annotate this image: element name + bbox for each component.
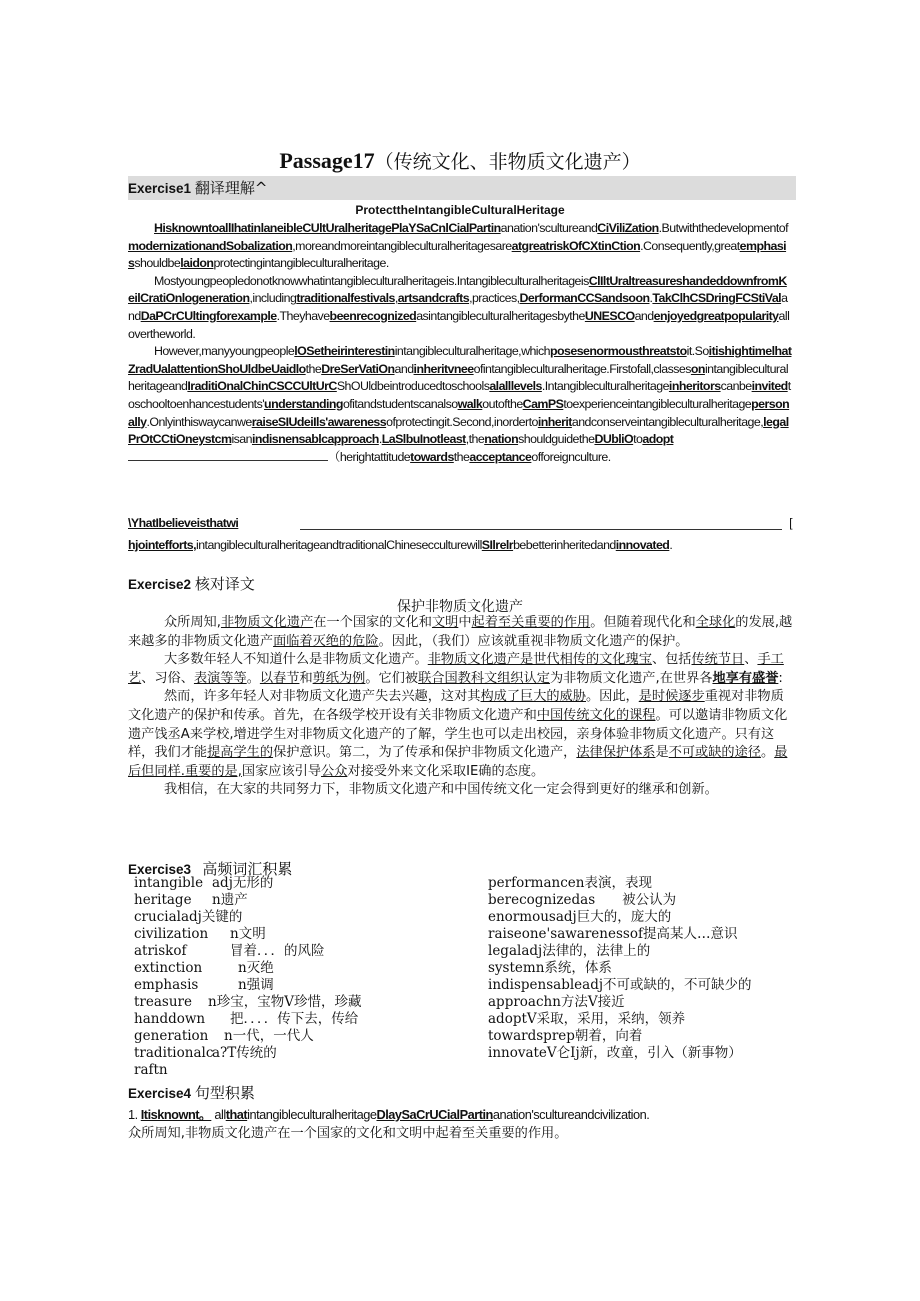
text: 、 (744, 652, 758, 668)
text: all (214, 1107, 226, 1122)
term: adopt (642, 432, 674, 447)
text: .Butwiththedevelopmentof (658, 221, 789, 235)
term: artsandcrafts (397, 291, 470, 306)
text: and (634, 308, 654, 323)
vocab-item: adoptV采取，采用，采纳，领养 (488, 1011, 686, 1027)
text: shouldguidethe (518, 432, 595, 447)
vocab-word: raftn (134, 1062, 168, 1078)
term: DUbliO (594, 432, 634, 447)
term: HisknowntoallIhatinlaneibleCUltUralheritagePlaYSaCnlCialPartin (154, 221, 501, 235)
text: ,including (249, 291, 297, 306)
term: acceptance (469, 449, 532, 464)
vocab-item: towardsprep朝着，向着 (488, 1028, 643, 1044)
vocab-def: n强调 (238, 977, 274, 993)
vocab-item: berecognizedas 被公认为 (488, 892, 677, 908)
term: 提高学生的 (207, 745, 274, 761)
term: Itisknownt。 (140, 1107, 212, 1122)
exercise1-heading (128, 176, 796, 200)
text: intangibleculturalheritageand (128, 361, 789, 394)
term: lOSetheirinterestin (294, 344, 395, 359)
text: 为非物质文化遗产,在世界各 (550, 670, 713, 686)
vocab-item (134, 892, 464, 909)
title-zh: （传统文化、非物质文化遗产） (374, 151, 641, 173)
text: 。可以邀请非物质文化遗产饯丞A来学校,增进学生对非物质文化遗产的了解，学生也可以走出校园，亲身体验非物质文化遗产。只有这样，我们才能 (128, 707, 788, 761)
exercise4-heading (128, 1082, 255, 1103)
vocab-item (134, 1045, 464, 1062)
text: to (633, 432, 643, 447)
text: 大多数年轻人不知道什么是非物质文化遗产。 (164, 652, 428, 668)
vocab-def: a?T传统的 (212, 1045, 277, 1061)
vocab-item: raiseone'sawarenessof提高某人…意识 (488, 926, 738, 942)
text: offoreignculture. (531, 449, 611, 464)
term: enjoyedgreatpopularity (653, 308, 779, 323)
zh-paragraph-4: 我相信，在大家的共同努力下，非物质文化遗产和中国传统文化一定会得到更好的继承和创新。 (164, 782, 718, 798)
vocab-word: treasure (134, 994, 192, 1010)
term: 联合国教科文组织认定 (418, 670, 550, 686)
chinese-title: 保护非物质文化遗产 (397, 599, 523, 615)
paragraph-4 (128, 515, 792, 554)
text: 的发展,越来越多的非物质文化遗产 (128, 615, 793, 649)
text: protectingintangibleculturalheritage. (213, 256, 389, 271)
paragraph-2 (128, 273, 792, 343)
vocab-item (134, 994, 464, 1011)
text: .Theyhave (276, 308, 330, 323)
p4-line1 (128, 515, 792, 533)
term: CiViliZation (597, 221, 659, 235)
zh-paragraph-1 (128, 614, 794, 651)
vocab-word: handdown (134, 1011, 206, 1027)
term: 面临着灭绝的危险 (273, 633, 379, 649)
vocab-def: 把．．．．传下去，传给 (230, 1011, 359, 1027)
term: DlaySaCrUCialPartin (376, 1107, 493, 1122)
term: raiseSIUdeiIls'awareness (251, 414, 387, 429)
vocab-word: emphasis (134, 977, 199, 993)
text: 保护意识。第二，为了传承和保护非物质文化遗产， (273, 745, 577, 761)
term: invited (751, 379, 788, 394)
term: 起着至关重要的作用 (471, 615, 591, 630)
text: ofprotectingit.Second,inorderto (386, 414, 538, 429)
vocab-item (134, 977, 464, 994)
vocab-word: extinction (134, 960, 203, 976)
text: However,manyyoungpeople (154, 344, 295, 359)
term: itishightimelhatZradUalattention (128, 344, 792, 376)
vocab-word: atriskof (134, 943, 187, 959)
text: ofintangibleculturalheritage.Firstofall,classes (473, 361, 691, 376)
text: ,moreandmoreintangibleculturalheritagesare (292, 238, 512, 253)
text: canbe (720, 379, 752, 394)
text: asintangibleculturalheritagesbythe (416, 308, 585, 323)
exercise3-label: Exercise3 (128, 862, 192, 877)
text: 。因此，（我们）应该就重视非物质文化遗产的保护。 (378, 633, 689, 649)
zh-paragraph-2 (128, 651, 794, 688)
term: IraditiOnalChinCSCCUltUrC (187, 379, 337, 394)
term: laidon (180, 256, 214, 271)
english-passage (128, 220, 792, 466)
vocab-item: indispensableadj不可或缺的，不可缺少的 (488, 977, 752, 993)
text: allovertheworld. (128, 308, 790, 341)
term: towards (410, 449, 454, 464)
paragraph-3 (128, 343, 792, 466)
term: 手工艺 (128, 652, 784, 686)
text: intangibleculturalheritage (247, 1107, 377, 1122)
vocab-left (134, 875, 464, 1079)
text: the (453, 449, 470, 464)
term: 地享有盛誉 (712, 670, 779, 686)
term: 法律保护体系 (576, 745, 656, 761)
text: 然而，许多年轻人对非物质文化遗产失去兴趣，这对其 (164, 689, 481, 705)
vocab-word: traditionalc (134, 1045, 214, 1061)
text: it.So (686, 344, 709, 359)
text: 中 (458, 615, 472, 630)
text: outofthe (482, 396, 523, 411)
text: 众所周知, (164, 615, 221, 630)
text: Mostyoungpeopledonotknowwhatintangibleculturalheritageis.Intangibleculturalheritageis (154, 273, 589, 288)
text: 和 (299, 670, 313, 686)
chinese-passage (128, 614, 794, 800)
exercise2-zh: 核对译文 (194, 575, 255, 593)
term: UNESCO (584, 308, 635, 323)
text: 。但随着现代化和 (590, 615, 696, 630)
term: innovated (615, 537, 670, 552)
term: 是时候逐步 (638, 689, 705, 705)
term: inherit (537, 414, 572, 429)
vocab-def: n一代，一代人 (224, 1028, 314, 1044)
text: and (394, 361, 414, 376)
text: bebetterinheritedand (513, 537, 616, 552)
text: 。 (761, 745, 775, 761)
paragraph-1 (128, 220, 792, 273)
vocab-item: legaladj法律的，法律上的 (488, 943, 651, 959)
text: 在一个国家的文化和 (313, 615, 432, 630)
term: ClIltUraltreasureshandeddownfromKeilCratiOnlogeneration (128, 273, 787, 306)
text: ,practices, (469, 291, 520, 306)
text: toexperienceintangibleculturalheritage (563, 396, 752, 411)
text: anation'scultureand (500, 221, 598, 235)
term: 最后但同样.重要的是, (128, 745, 788, 779)
term: 公众 (321, 763, 348, 779)
term: 的课程 (615, 707, 656, 723)
term: traditionalfestivals (296, 291, 395, 306)
vocab-def: n灭绝 (238, 960, 274, 976)
blank-line (128, 450, 328, 461)
exercise1-zh: 翻译理解^ (194, 179, 268, 197)
vocab-def: 冒着．．．的风险 (230, 943, 325, 959)
vocab-item (134, 960, 464, 977)
text: 。 (246, 670, 260, 686)
text: intangibleculturalheritageandtraditionalChinesecculturewill (196, 537, 482, 552)
vocab-item: performancen表演，表现 (488, 875, 652, 891)
text: 。因此， (586, 689, 639, 705)
vocab-word: intangible (134, 875, 204, 891)
term: on (690, 361, 705, 376)
text: .Onlyinthiswaycanwe (146, 414, 252, 429)
text: toschooltoenhancestudents' (128, 379, 791, 411)
vocab-item: enormousadj巨大的，庞大的 (488, 909, 672, 925)
ex4-sentence (128, 1104, 649, 1123)
term: LaSlbuInotleast (381, 432, 466, 447)
text: herightattitude (339, 449, 411, 464)
p4-line2 (128, 537, 792, 555)
exercise1-label: Exercise1 (128, 181, 192, 196)
text: 、习俗、 (141, 670, 194, 686)
page-title (0, 147, 920, 174)
blank-line (300, 529, 782, 530)
exercise4-label: Exercise4 (128, 1086, 192, 1101)
term: indisnensablcapproach (251, 432, 379, 447)
term: atgreatriskOfCXtinCtion (511, 238, 641, 253)
text: andconserveintangibleculturalheritage, (571, 414, 764, 429)
term: 全球化 (695, 615, 736, 630)
passage-title: ProtecttheIntangibleCulturalHeritage (355, 203, 565, 217)
term: 构成了巨大的威胁 (480, 689, 586, 705)
text: anation'scultureandcivilization. (492, 1107, 650, 1122)
term: personally (128, 396, 790, 429)
text: : (778, 670, 783, 686)
vocab-word: civilization (134, 926, 209, 942)
vocab-item (134, 909, 464, 926)
term: 文明 (431, 615, 459, 630)
text: 、包括 (651, 652, 692, 668)
text: shouldbe (134, 256, 181, 271)
text: 对接受外来文化采取IE确的态度。 (347, 763, 545, 779)
text: .Intangibleculturalheritage (541, 379, 669, 394)
exercise3-zh: 高频词汇积累 (202, 860, 293, 878)
text: 。它们被 (365, 670, 419, 686)
term: emphasis (128, 238, 787, 271)
zh-paragraph-3 (128, 688, 794, 781)
vocab-item: innovateV仑Ij新，改童，引入（新事物） (488, 1045, 742, 1061)
vocab-def: n文明 (230, 926, 266, 942)
term: 表演等等 (193, 670, 247, 686)
text: . (669, 537, 673, 552)
vocab-item (134, 943, 464, 960)
text: 是 (655, 745, 669, 761)
term: 中国传统文化 (536, 707, 616, 723)
term: legalPrOtCCtiOneystcm (128, 414, 789, 447)
text: 重视对非物质文化遗产的保护和传承。首先，在各级学校开设有关非物质文化遗产和 (128, 689, 784, 723)
text: [ (789, 516, 792, 530)
term: 非物质文化遗产 (220, 615, 314, 630)
vocab-item (134, 926, 464, 943)
vocab-item (134, 1028, 464, 1045)
term: posesenormousthreatsto (550, 344, 687, 359)
term: SIlrelr (481, 537, 514, 552)
term: beenrecognized (329, 308, 417, 323)
vocab-def: n遗产 (212, 892, 248, 908)
ex4-translation: 众所周知,非物质文化遗产在一个国家的文化和文明中起着至关重要的作用。 (128, 1126, 568, 1141)
term: \YhatIbelieveisthatwi (128, 516, 239, 530)
text: the (305, 361, 322, 376)
term: walk (457, 396, 483, 411)
vocab-def: adj无形的 (212, 875, 274, 891)
text: . (649, 291, 653, 306)
text: intangibleculturalheritage,which (394, 344, 550, 359)
term: 非物质文化遗产是世代相传的文化瑰宝 (427, 652, 652, 668)
term: inheritors (668, 379, 721, 394)
text: 国家应该引导 (241, 763, 322, 779)
term: ShoUldbeUaidlo (217, 361, 306, 376)
vocab-item (134, 875, 464, 892)
term: CamPS (522, 396, 564, 411)
vocab-word: crucialadj关键的 (134, 909, 243, 925)
vocab-item (134, 1011, 464, 1028)
exercise4-zh: 句型积累 (194, 1084, 255, 1102)
vocab-def: n珍宝，宝物V珍惜，珍藏 (208, 994, 362, 1010)
text: ShOUldbeintroducedtoschools (336, 379, 490, 394)
term: 剪纸为例 (312, 670, 366, 686)
text: isan (231, 432, 252, 447)
exercise2-label: Exercise2 (128, 577, 192, 592)
vocab-item: approachn方法V接近 (488, 994, 625, 1010)
term: inheritvnee (413, 361, 474, 376)
term: modernizationandSobalization (128, 238, 293, 253)
term: alalllevels (489, 379, 542, 394)
term: hjointefforts, (128, 537, 197, 552)
text: （ (328, 449, 340, 464)
term: TakClhCSDringFCStiVal (652, 291, 782, 306)
vocab-item (134, 1062, 464, 1079)
term: 以春节 (259, 670, 300, 686)
text: . (378, 432, 382, 447)
exercise2-heading (128, 573, 255, 594)
vocab-item: systemn系统，体系 (488, 960, 612, 976)
term: 传统节日 (691, 652, 745, 668)
term: DreSerVatiOn (321, 361, 395, 376)
term: DerformanCCSandsoon (519, 291, 650, 306)
title-en: Passage17 (279, 148, 375, 173)
vocab-word: heritage (134, 892, 192, 908)
term: that (225, 1107, 248, 1122)
term: understanding (264, 396, 343, 411)
text: ofitandstudentscanalso (342, 396, 458, 411)
term: 不可或缺的途径 (668, 745, 761, 761)
text: and (128, 291, 788, 323)
text: , (394, 291, 398, 306)
text: .Consequently,great (640, 238, 740, 253)
vocab-word: generation (134, 1028, 209, 1044)
term: DaPCrCUltingforexample (140, 308, 277, 323)
text: ,the (465, 432, 485, 447)
term: nation (484, 432, 519, 447)
vocab-right (488, 875, 788, 1062)
ex4-number: 1. (128, 1107, 138, 1122)
